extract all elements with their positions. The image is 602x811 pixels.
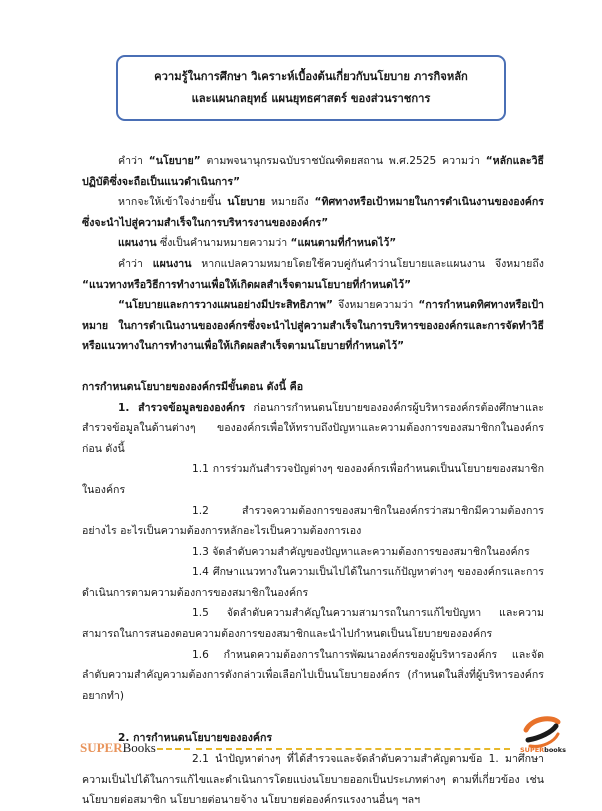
title-line-2: และแผนกลยุทธ์ แผนยุทธศาสตร์ ของส่วนราชการ — [191, 92, 431, 105]
step-1 — [82, 398, 544, 460]
text: หมายถึง — [265, 196, 315, 209]
footer-divider — [157, 748, 190, 750]
quote: “แนวทางหรือวิธีการทำงานเพื่อให้เกิดผลสำเร็จตามนโยบายที่กำหนดไว้” — [82, 278, 412, 291]
text: หากแปลความหมายโดยใช้ควบคู่กันคำว่านโยบายและแผนงาน จึงหมายถึง — [191, 257, 544, 270]
step-1-item: 1.2 สำรวจความต้องการของสมาชิกในองค์กรว่าสมาชิกมีความต้องการอย่างไร อะไรเป็นความต้องการหลักอะไรเป็นความต้องการเอง — [82, 504, 544, 538]
step-2-title: 2. การกำหนดนโยบายขององค์กร — [118, 732, 273, 745]
steps-heading: การกำหนดนโยบายขององค์กรมีขั้นตอน ดังนี้ คือ — [82, 380, 304, 393]
brand-wordmark — [80, 740, 156, 756]
spacer — [82, 706, 544, 728]
definition-effective-planning — [82, 295, 544, 357]
text: คำว่า — [118, 155, 149, 167]
document-body — [82, 151, 544, 811]
definition-plan — [82, 233, 544, 254]
brand-super: SUPER — [80, 740, 123, 755]
quote: “แผนตามที่กำหนดไว้” — [290, 237, 397, 250]
definition-policy — [82, 151, 544, 192]
term: นโยบาย — [227, 196, 266, 209]
footer-divider — [306, 748, 510, 750]
page-footer — [80, 738, 580, 768]
quote: “ทิศทางหรือเป้าหมายในการดำเนินงานขององค์กรซึ่งจะนำไปสู่ความสำเร็จในการบริหารงานขององค์กร” — [82, 196, 544, 229]
definition-policy-simple — [82, 192, 544, 233]
term: “นโยบาย” — [148, 155, 201, 167]
logo-books: books — [544, 746, 566, 754]
text: หากจะให้เข้าใจง่ายขึ้น — [118, 196, 228, 209]
term: แผนงาน — [118, 237, 157, 250]
step-1-item: 1.1 การร่วมกันสำรวจปัญต่างๆ ขององค์กรเพื่อกำหนดเป็นนโยบายของสมาชิกในองค์กร — [82, 463, 544, 496]
step-1-body: ก่อนการกำหนดนโยบายขององค์กรผู้บริหารองค์กรต้องศึกษาและสำรวจข้อมูลในด้านต่างๆ ขององค์กรเพื่อให้ทราบถึงปัญหาและความต้องการของสมาชิกกในองค์กรก่อน ดังนี้ — [82, 401, 544, 455]
text: ซึ่งเป็นคำนามหมายความว่า — [156, 237, 291, 250]
quote: “การกำหนดทิศทางหรือเป้าหมาย ในการดำเนินงานขององค์กรซึ่งจะนำไปสู่ความสำเร็จในการบริหารขององค์กรและการจัดทำวิธีหรือแนวทางในการทำงานเพื่อให้เกิดผลสำเร็จตามนโยบายที่กำหนดไว้” — [82, 299, 544, 353]
quote: “หลักและวิธีปฏิบัติซึ่งจะถือเป็นแนวดำเนินการ” — [82, 155, 544, 188]
text: จึงหมายความว่า — [332, 299, 419, 312]
step-1-item: 1.3 จัดลำดับความสำคัญของปัญหาและความต้องการของสมาชิกในองค์กร — [192, 545, 530, 558]
step-1-item: 1.4 ศึกษาแนวทางในความเป็นไปได้ในการแก้ปัญหาต่างๆ ขององค์กรและการดำเนินการตามความต้องการของสมาชิกในองค์กร — [82, 566, 544, 599]
step-1-item: 1.5 จัดลำดับความสำคัญในความสามารถในการแก้ไขปัญหา และความสามารถในการสนองตอบความต้องการของสมาชิกและนำไปกำหนดเป็นนโยบายขององค์กร — [82, 607, 544, 641]
text: คำว่า — [118, 257, 153, 270]
spacer — [82, 357, 544, 377]
logo-wordmark — [520, 746, 566, 754]
step-1-item: 1.6 กำหนดความต้องการในการพัฒนาองค์กรของผู้บริหารองค์กร และจัดลำดับความสำคัญความต้องการดังกล่าวเพื่อเลือกไปเป็นนโยบายองค์กร (กำหนดในสิ่งที่ผู้บริหารองค์กรอยากทำ) — [82, 648, 544, 702]
title-line-1: ความรู้ในการศึกษา วิเคราะห์เบื้องต้นเกี่ยวกับนโยบาย ภารกิจหลัก — [154, 70, 468, 83]
footer-divider — [196, 748, 302, 750]
title-box — [116, 55, 506, 121]
text: ตามพจนานุกรมฉบับราชบัณฑิตยสถาน พ.ศ.2525 ความว่า — [200, 155, 486, 167]
definition-plan-combined — [82, 254, 544, 295]
term: แผนงาน — [152, 257, 192, 270]
logo-super: SUPER — [520, 746, 545, 754]
step-1-title: 1. สำรวจข้อมูลขององค์กร — [118, 401, 246, 414]
term: “นโยบายและการวางแผนอย่างมีประสิทธิภาพ” — [118, 299, 333, 312]
step-2-item: 2.1 นำปัญหาต่างๆ ที่ได้สำรวจและจัดลำดับความสำคัญตามข้อ 1. มาศึกษาความเป็นไปได้ในการแก้ไขและดำเนินการโดยแบ่งนโยบายออกเป็นประเภทต่างๆ ตามที่เกี่ยวข้อง เช่น นโยบายต่อสมาชิก นโยบายต่อนายจ้าง นโยบายต่อองค์กรแรงงานอื่นๆ ฯลฯ — [82, 753, 544, 807]
brand-books: Books — [122, 740, 156, 755]
